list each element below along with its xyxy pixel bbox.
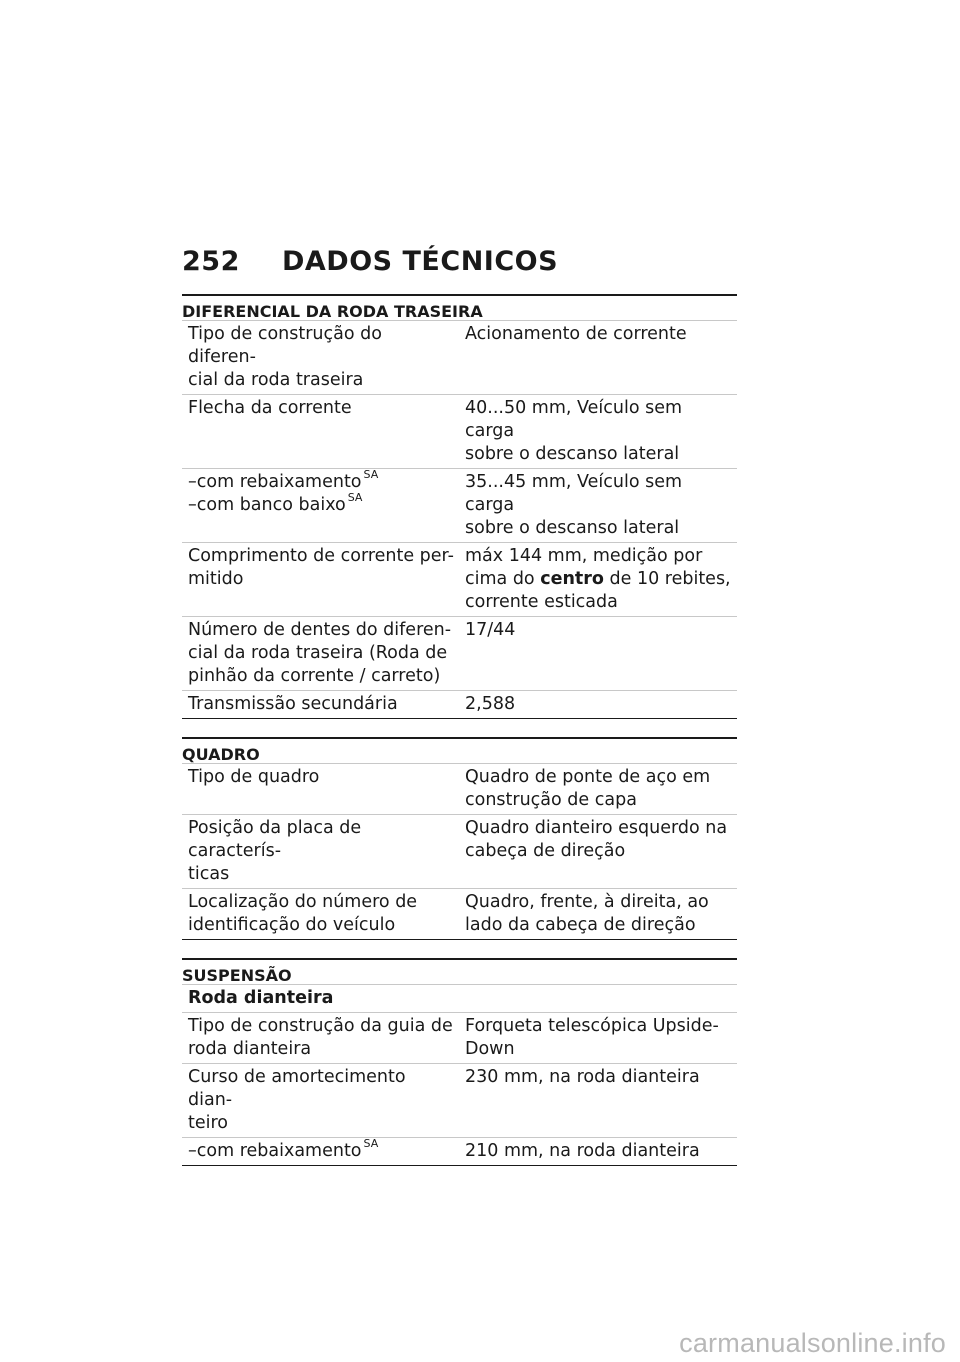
text-line: Curso de amortecimento dian- [188,1067,406,1110]
spec-section [182,958,737,1166]
option-superscript: SA [347,491,363,505]
text-line: 40...50 mm, Veículo sem carga [465,398,683,441]
spec-value [459,617,737,691]
spec-key [182,543,459,617]
text-line: –com rebaixamento [188,472,362,492]
spec-key [182,691,459,719]
text-line: Acionamento de corrente [465,324,687,344]
text-line: cima do [465,569,541,589]
table-row [182,764,737,815]
table-subheading: Roda dianteira [182,985,737,1013]
spec-table [182,320,737,719]
table-row [182,617,737,691]
spec-table [182,763,737,940]
table-subheading-row [182,985,737,1013]
spec-key [182,395,459,469]
watermark: carmanualsonline.info [679,1328,946,1358]
page-number: 252 [182,246,240,277]
table-row [182,321,737,395]
text-line: Quadro de ponte de aço em [465,767,711,787]
spec-key [182,469,459,543]
page-title: DADOS TÉCNICOS [282,246,559,277]
text-line: roda dianteira [188,1039,312,1059]
option-superscript: SA [363,468,379,482]
text-line: Quadro dianteiro esquerdo na [465,818,728,838]
spec-key [182,617,459,691]
text-line: Tipo de quadro [188,767,320,787]
section-title: DIFERENCIAL DA RODA TRASEIRA [182,294,737,320]
table-row [182,889,737,940]
text-line: 35...45 mm, Veículo sem carga [465,472,683,515]
spec-value [459,395,737,469]
text-line: sobre o descanso lateral [465,444,680,464]
spec-value [459,321,737,395]
spec-value [459,1064,737,1138]
text-line: Quadro, frente, à direita, ao [465,892,709,912]
text-line: Transmissão secundária [188,694,398,714]
text-line: Tipo de construção do diferen- [188,324,382,367]
text-line: de 10 rebites, [603,569,731,589]
table-row [182,1138,737,1166]
text-line: corrente esticada [465,592,618,612]
text-line: Forqueta telescópica Upside- [465,1016,719,1036]
text-line: 230 mm, na roda dianteira [465,1067,700,1087]
table-row [182,395,737,469]
option-superscript: SA [363,1137,379,1151]
text-line: cial da roda traseira (Roda de [188,643,448,663]
spec-value [459,764,737,815]
page-header [182,246,558,277]
text-line: cial da roda traseira [188,370,364,390]
text-line: 2,588 [465,694,516,714]
text-line: Posição da placa de caracterís- [188,818,362,861]
text-line: cabeça de direção [465,841,626,861]
table-row [182,815,737,889]
text-line: máx 144 mm, medição por [465,546,703,566]
table-row [182,469,737,543]
text-line: pinhão da corrente / carreto) [188,666,441,686]
text-line: teiro [188,1113,229,1133]
text-line: Down [465,1039,515,1059]
emphasis-text: centro [540,569,604,589]
text-line: Tipo de construção da guia de [188,1016,453,1036]
spec-value [459,543,737,617]
text-line: 17/44 [465,620,516,640]
text-line: –com banco baixo [188,495,346,515]
text-line: ticas [188,864,230,884]
spec-key [182,1064,459,1138]
spec-key [182,889,459,940]
section-title: SUSPENSÃO [182,958,737,984]
text-line: identificação do veículo [188,915,396,935]
text-line: construção de capa [465,790,637,810]
text-line: 210 mm, na roda dianteira [465,1141,700,1161]
text-line: mitido [188,569,244,589]
text-line: lado da cabeça de direção [465,915,696,935]
text-line: sobre o descanso lateral [465,518,680,538]
spec-value [459,691,737,719]
spec-value [459,1138,737,1166]
spec-key [182,815,459,889]
text-line: –com rebaixamento [188,1141,362,1161]
spec-value [459,815,737,889]
spec-value [459,469,737,543]
spec-value [459,1013,737,1064]
spec-content [182,294,737,1166]
spec-key [182,764,459,815]
table-row [182,1013,737,1064]
spec-key [182,321,459,395]
text-line: Número de dentes do diferen- [188,620,452,640]
spec-section [182,294,737,719]
table-row [182,691,737,719]
table-row [182,1064,737,1138]
spec-table [182,984,737,1166]
text-line: Comprimento de corrente per- [188,546,454,566]
table-row [182,543,737,617]
section-title: QUADRO [182,737,737,763]
spec-section [182,737,737,940]
text-line: Flecha da corrente [188,398,352,418]
spec-value [459,889,737,940]
spec-key [182,1013,459,1064]
spec-key [182,1138,459,1166]
text-line: Localização do número de [188,892,418,912]
